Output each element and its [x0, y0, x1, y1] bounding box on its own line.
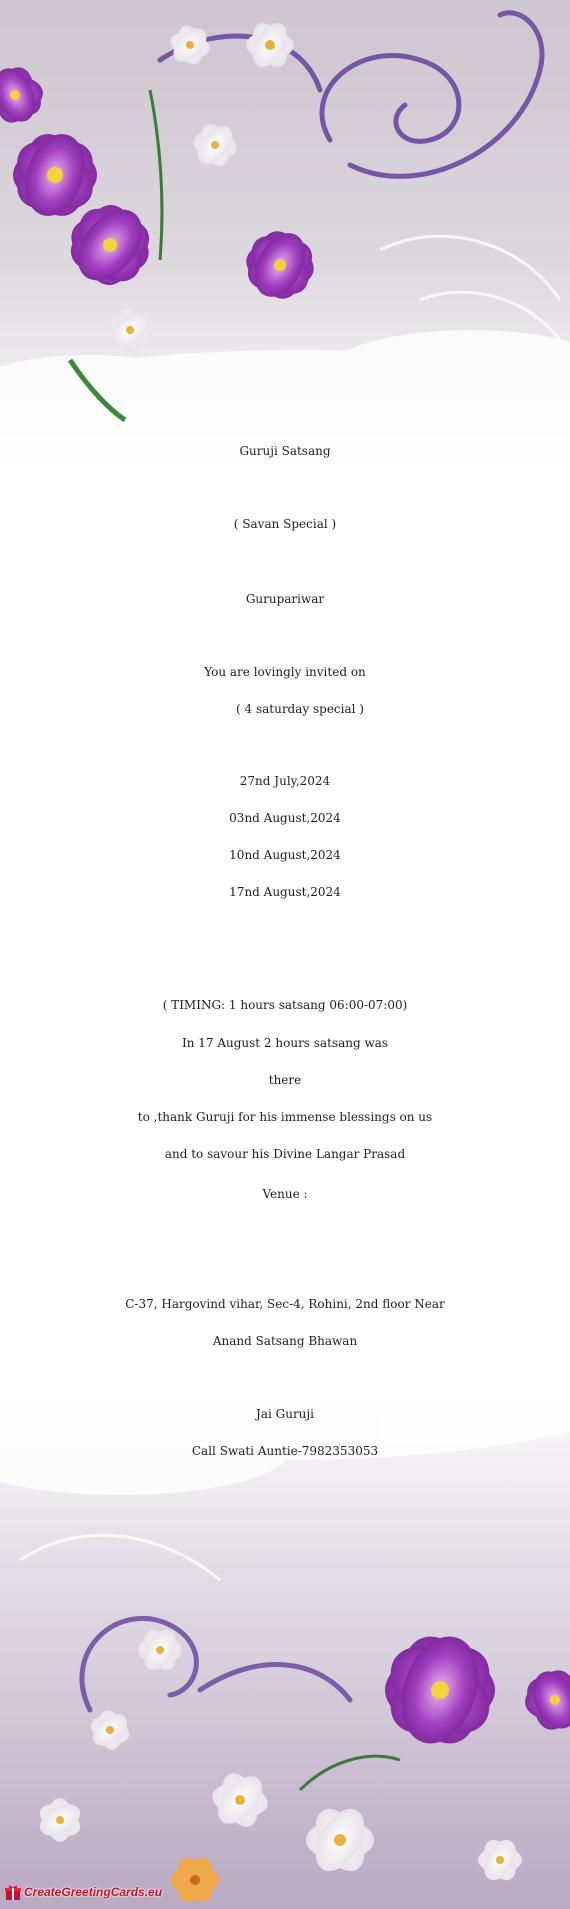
greeting: Jai Guruji	[256, 1407, 314, 1421]
gift-icon	[4, 1883, 22, 1901]
venue-address-cont: Anand Satsang Bhawan	[212, 1334, 358, 1348]
timing-note: In 17 August 2 hours satsang was	[181, 1036, 389, 1050]
date-line: 03nd August,2024	[229, 811, 341, 825]
contact-line: Call Swati Auntie-7982353053	[191, 1444, 379, 1458]
event-title: Guruji Satsang	[239, 444, 331, 458]
timing-line: ( TIMING: 1 hours satsang 06:00-07:00)	[162, 998, 408, 1012]
venue-address: C-37, Hargovind vihar, Sec-4, Rohini, 2nd floor Near	[125, 1297, 445, 1311]
organizer-name: Gurupariwar	[245, 592, 325, 606]
venue-label: Venue :	[262, 1187, 308, 1201]
timing-note-cont: there	[268, 1073, 302, 1087]
date-line: 27nd July,2024	[239, 774, 331, 788]
brand-text: CreateGreetingCards.eu	[24, 1885, 163, 1899]
special-note: ( 4 saturday special )	[236, 702, 364, 716]
brand-logo[interactable]	[4, 1880, 162, 1904]
event-subtitle: ( Savan Special )	[233, 517, 337, 531]
thanks-line-cont: and to savour his Divine Langar Prasad	[164, 1147, 406, 1161]
date-line: 10nd August,2024	[229, 848, 341, 862]
invite-line: You are lovingly invited on	[204, 665, 366, 679]
thanks-line: to ,thank Guruji for his immense blessings on us	[137, 1110, 433, 1124]
date-line: 17nd August,2024	[229, 885, 341, 899]
